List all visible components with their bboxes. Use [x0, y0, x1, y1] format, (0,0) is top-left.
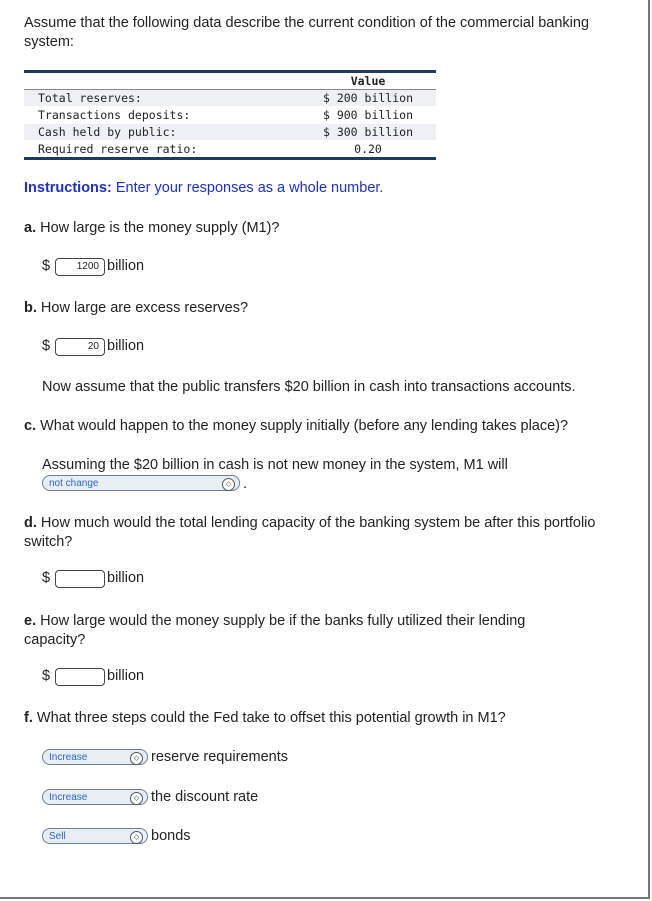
- period: .: [243, 476, 248, 492]
- select-value: not change: [49, 478, 99, 489]
- bonds-action-select[interactable]: [42, 828, 148, 844]
- data-table: [24, 70, 436, 160]
- dollar-sign: $: [42, 570, 51, 586]
- row-value: $ 900 billion: [322, 108, 413, 122]
- instructions-label: Instructions:: [24, 180, 112, 196]
- dollar-sign: $: [42, 338, 51, 354]
- discount-rate-select[interactable]: [42, 789, 148, 805]
- step-label: the discount rate: [151, 789, 259, 805]
- step-label: bonds: [151, 828, 191, 844]
- unit-label: billion: [107, 668, 145, 684]
- assumption-text: Now assume that the public transfers $20 billion in cash into transactions accounts.: [42, 379, 576, 395]
- m1-change-select[interactable]: [42, 475, 240, 491]
- question-text: How large is the money supply (M1)?: [40, 220, 280, 236]
- excess-reserves-input[interactable]: 20: [55, 338, 105, 356]
- question-letter: d.: [24, 515, 37, 531]
- unit-label: billion: [107, 570, 145, 586]
- row-label: Cash held by public:: [38, 125, 177, 139]
- row-label: Total reserves:: [38, 91, 142, 105]
- unit-label: billion: [107, 258, 145, 274]
- step-label: reserve requirements: [151, 749, 288, 765]
- question-d: [24, 514, 604, 552]
- up-down-chevron-icon: ◇: [130, 792, 143, 805]
- row-value: $ 300 billion: [322, 125, 413, 139]
- table-row: [24, 124, 436, 140]
- question-text: What would happen to the money supply initially (before any lending takes place)?: [40, 418, 569, 434]
- instructions-text: Enter your responses as a whole number.: [115, 180, 384, 196]
- question-b: [24, 299, 624, 318]
- table-row: [24, 90, 436, 106]
- table-header-row: [24, 73, 436, 89]
- question-letter: e.: [24, 613, 37, 629]
- question-letter: b.: [24, 300, 37, 316]
- select-value: Increase: [49, 752, 88, 763]
- question-text: How large would the money supply be if the banks fully utilized their lending capacity?: [24, 613, 526, 648]
- row-value: 0.20: [354, 142, 382, 156]
- row-value: $ 200 billion: [322, 91, 413, 105]
- row-label: Transactions deposits:: [38, 108, 191, 122]
- question-letter: c.: [24, 418, 37, 434]
- question-c-sub: Assuming the $20 billion in cash is not new money in the system, M1 will: [42, 457, 508, 473]
- question-text: How much would the total lending capacity of the banking system be after this portfolio switch?: [24, 515, 596, 550]
- question-letter: a.: [24, 220, 37, 236]
- dollar-sign: $: [42, 258, 51, 274]
- money-supply-full-input[interactable]: [55, 668, 105, 686]
- up-down-chevron-icon: ◇: [130, 831, 143, 844]
- table-row: [24, 141, 436, 157]
- up-down-chevron-icon: ◇: [130, 752, 143, 765]
- question-a: [24, 219, 624, 238]
- question-letter: f.: [24, 710, 33, 726]
- money-supply-input[interactable]: 1200: [55, 258, 105, 276]
- table-header-value: Value: [350, 74, 386, 88]
- question-text: What three steps could the Fed take to offset this potential growth in M1?: [36, 710, 506, 726]
- select-value: Increase: [49, 792, 88, 803]
- question-c: [24, 417, 624, 436]
- lending-capacity-input[interactable]: [55, 570, 105, 588]
- row-label: Required reserve ratio:: [38, 142, 198, 156]
- question-f: [24, 709, 624, 728]
- problem-intro: Assume that the following data describe the current condition of the commercial banking system:: [24, 15, 590, 50]
- dollar-sign: $: [42, 668, 51, 684]
- table-bottom-border: [24, 157, 436, 160]
- reserve-requirements-select[interactable]: [42, 749, 148, 765]
- up-down-chevron-icon: ◇: [222, 478, 235, 491]
- unit-label: billion: [107, 338, 145, 354]
- question-text: How large are excess reserves?: [40, 300, 249, 316]
- question-e: [24, 612, 584, 650]
- table-row: [24, 107, 436, 123]
- instructions: [24, 180, 383, 196]
- select-value: Sell: [49, 831, 66, 842]
